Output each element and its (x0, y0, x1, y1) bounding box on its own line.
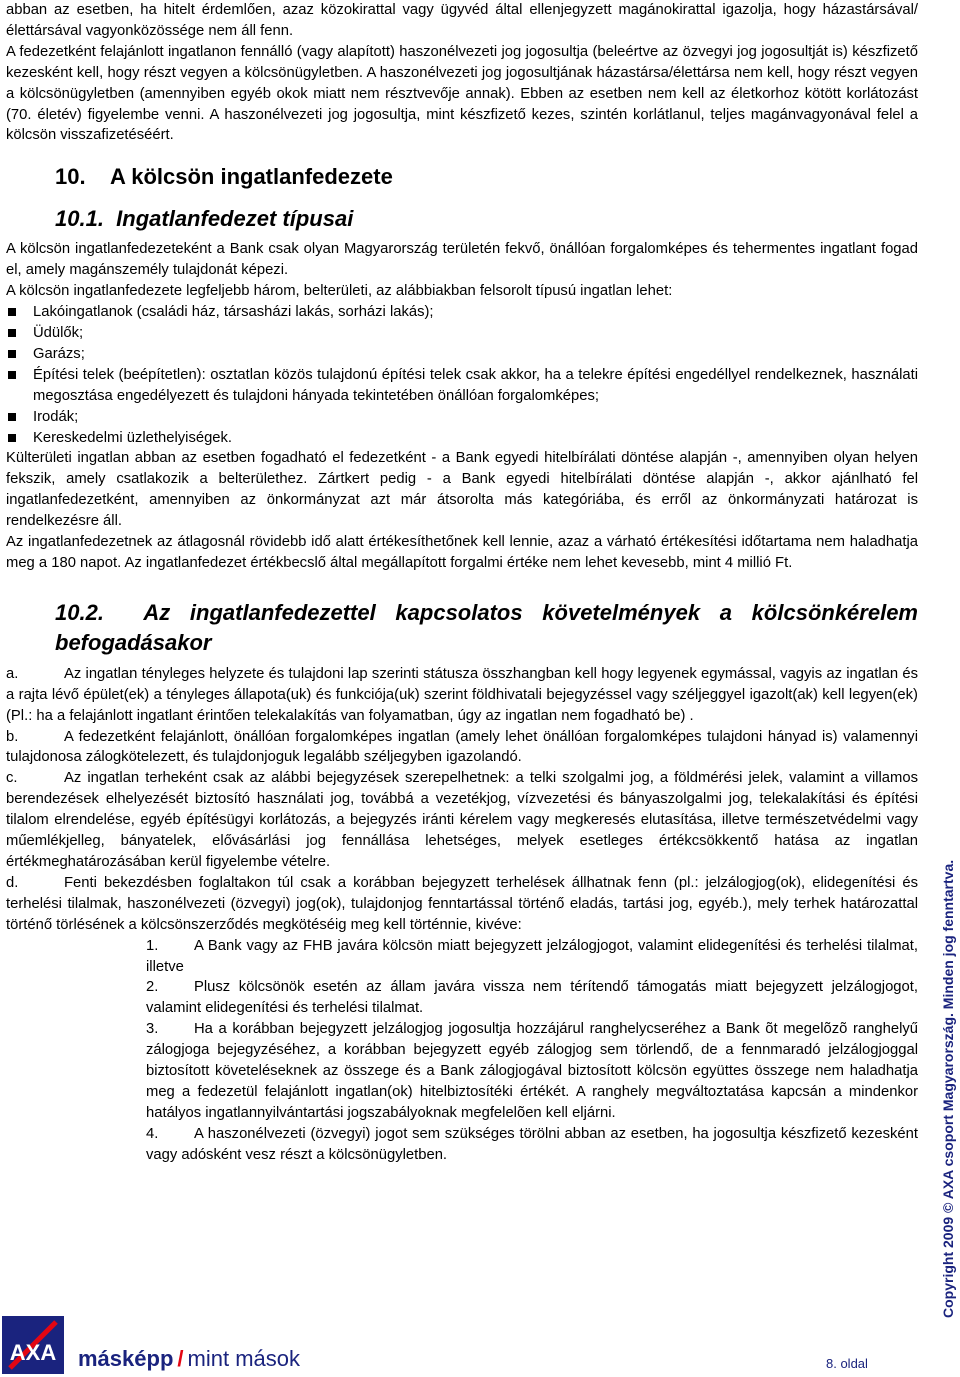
item-number: 1. (146, 937, 159, 954)
list-item: Építési telek (beépítetlen): osztatlan közös tulajdonú építési telek csak akkor, ha a telekre építési engedéllyel rendelkeznek, használati megosztása engedélyezett és tulajdoni hányada tekintetében önállóan forgalomképes; (6, 365, 918, 407)
tagline-slash: / (177, 1346, 184, 1371)
paragraph-intro-2: A fedezetként felajánlott ingatlanon fennálló (vagy alapított) haszonélvezeti jog jogosultja (beleértve az özvegyi jog jogosultját is) készfizető kezesként kell, hogy részt vegyen a kölcsönügyletben. A haszonélvezeti jog jogosultjának házastársa/élettársa nem kell, hogy részt vegyen a kölcsönügyletben (amennyiben egyéb okok miatt nem résztvevője annak). Ebben az esetben nem kell az életkorhoz kötött korlátozást (70. életév) figyelembe venni. A haszonélvezeti jog jogosultja, mint készfizető kezes, szintén korlátlanul, teljes magánvagyonával felel a kölcsön visszafizetéséért. (6, 43, 918, 144)
item-marker: c. (6, 770, 18, 787)
tagline (78, 1346, 300, 1372)
paragraph-10-1-c: Külterületi ingatlan abban az esetben fogadható el fedezetként - a Bank egyedi hitelbírálati döntése alapján -, amennyiben olyan helyen fekszik, amely csatlakozik a belterülethez. Zártkert pedig - a Bank egyedi hitelbírálati döntése alapján -, akkor ajánlható fel ingatlanfedezetként, amennyiben az önkormányzat azt már átsorolta más kategóriába, és erről az önkormányzati határozat is rendelkezésre áll. (6, 450, 918, 530)
requirement-d (6, 873, 918, 936)
list-item (146, 1019, 918, 1124)
list-item (146, 936, 918, 978)
item-text: Ha a korábban bejegyzett jelzálogjog jogosultja hozzájárul ranghelycseréhez a Bank õt megelõzõ ranghelyű zálogjoga bejegyzéséhez, a korábban bejegyzett egyéb zálogjog sem törlendő, de a fennmaradó jelzálogjoggal biztosított követeléseknek az összege és a Bank zálogjogával biztosított kölcsön együttes összege nem haladhatja meg a fedezetül felajánlott ingatlan(ok) hitelbiztosítéki értékét. A ranghely megváltoztatása kapcsán a mindenkor hatályos ingatlannyilvántartási jogszabályoknak megfelelõen kell eljárni. (146, 1021, 918, 1121)
paragraph-10-1-b: A kölcsön ingatlanfedezete legfeljebb három, belterületi, az alábbiakban felsorolt típusú ingatlan lehet: (6, 283, 673, 300)
list-item: Irodák; (6, 407, 918, 428)
list-item: Garázs; (6, 344, 918, 365)
axa-logo (2, 1316, 64, 1374)
paragraph-10-1-a: A kölcsön ingatlanfedezeteként a Bank csak olyan Magyarország területén fekvő, önállóan forgalomképes és tehermentes ingatlant fogad el, amely magánszemély tulajdonát képezi. (6, 241, 918, 279)
item-marker: b. (6, 728, 19, 745)
document-body (6, 0, 918, 1166)
list-item: Üdülők; (6, 323, 918, 344)
item-marker: a. (6, 665, 19, 682)
list-item: Lakóingatlanok (családi ház, társasházi lakás, sorházi lakás); (6, 302, 918, 323)
axa-logo-icon (2, 1316, 64, 1374)
tagline-rest: mint mások (187, 1346, 300, 1371)
item-text: Az ingatlan tényleges helyzete és tulajdoni lap szerinti státusza összhangban kell hogy legyenek egymással, vagyis az ingatlan és a rajta lévő épület(ek) a tényleges állapota(uk) és funkciója(uk) szerint földhivatali bejegyzéssel vagy széljeggyel igazolt(ak) kell legyen(ek) (Pl.: ha a felajánlott ingatlant érintően telekalakítás van folyamatban, úgy az ingatlan nem fogadható be) . (6, 665, 918, 724)
list-item: Kereskedelmi üzlethelyiségek. (6, 428, 918, 449)
section-10-title: 10. A kölcsön ingatlanfedezete (55, 164, 393, 190)
item-number: 4. (146, 1125, 159, 1142)
item-text: Az ingatlan terheként csak az alábbi bejegyzések szerepelhetnek: a telki szolgalmi jog, a földmérési jelek, valamint a villamos berendezések elhelyezését biztosító használati jog, továbbá a vezetékjog, vízvezetési és bányaszolgalmi jog, telekalakítási és építési tilalom elrendelése, egyéb építésügyi korlátozás, a bejegyzés iránti kérelem vagy megkeresés elutasítása, illetve természetvédelmi vagy műemlékjelleg, bányatelek, elővásárlási jog fennállása lehetséges, melyek esetleges értékcsökkentő hatása az ingatlan értékmeghatározásában kerül figyelembe vételre. (6, 770, 918, 870)
item-text: A haszonélvezeti (özvegyi) jogot sem szükséges törölni abban az esetben, ha jogosultja készfizető kezesként vagy adósként vesz részt a kölcsönügyletben. (146, 1125, 918, 1163)
section-10-1-title: 10.1. Ingatlanfedezet típusai (55, 206, 354, 232)
exception-list (6, 936, 918, 1166)
requirement-c (6, 768, 918, 873)
item-text: Plusz kölcsönök esetén az állam javára vissza nem térítendő támogatás miatt bejegyzett jelzálogjogot, valamint elidegenítési és terhelési tilalmat. (146, 979, 918, 1017)
requirement-a (6, 664, 918, 727)
copyright-notice: Copyright 2009 © AXA csoport Magyarország. Minden jog fenntartva. (940, 859, 956, 1318)
paragraph-10-1-d: Az ingatlanfedezetnek az átlagosnál rövidebb idő alatt értékesíthetőnek kell lennie, azaz a várható értékesítési időtartama nem haladhatja meg a 180 napot. Az ingatlanfedezet értékbecslő által megállapított forgalmi értéke nem lehet kevesebb, mint 4 millió Ft. (6, 534, 918, 571)
logo-text: AXA (9, 1340, 57, 1365)
item-text: A Bank vagy az FHB javára kölcsön miatt bejegyzett jelzálogjogot, valamint elidegenítési és terhelési tilalmat, illetve (146, 937, 918, 975)
requirement-b (6, 727, 918, 769)
tagline-main: másképp (78, 1346, 174, 1371)
paragraph-intro-1: abban az esetben, ha hitelt érdemlően, azaz közokirattal vagy ügyvéd által ellenjegyzett magánokirattal igazolja, hogy házastársával/élettársával vagyonközössége nem áll fenn. (6, 2, 918, 39)
item-text: A fedezetként felajánlott, önállóan forgalomképes ingatlan (amely lehet önállóan forgalomképes tulajdoni hányad is) valamennyi tulajdonosa zálogkötelezett, és tulajdonjoguk legalább széljegyben igazolandó. (6, 728, 918, 766)
page-number: 8. oldal (826, 1356, 868, 1371)
item-number: 3. (146, 1021, 159, 1038)
property-type-list (6, 302, 918, 448)
item-number: 2. (146, 979, 159, 996)
section-10-2-title: 10.2. Az ingatlanfedezettel kapcsolatos követelmények a kölcsönkérelem befogadásakor (55, 599, 918, 655)
item-marker: d. (6, 874, 19, 891)
item-text: Fenti bekezdésben foglaltakon túl csak a korábban bejegyzett terhelések állhatnak fenn (pl.: jelzálogjog(ok), elidegenítési és terhelési tilalmak, haszonélvezeti (özvegyi) jog(ok), tulajdonjog fenntartással történő eladás, tartási jog, egyéb.), mely terhek határozattal történő törlésének a kölcsönszerződés megkötéséig meg kell történnie, kivéve: (6, 874, 918, 933)
list-item (146, 977, 918, 1019)
list-item (146, 1124, 918, 1166)
